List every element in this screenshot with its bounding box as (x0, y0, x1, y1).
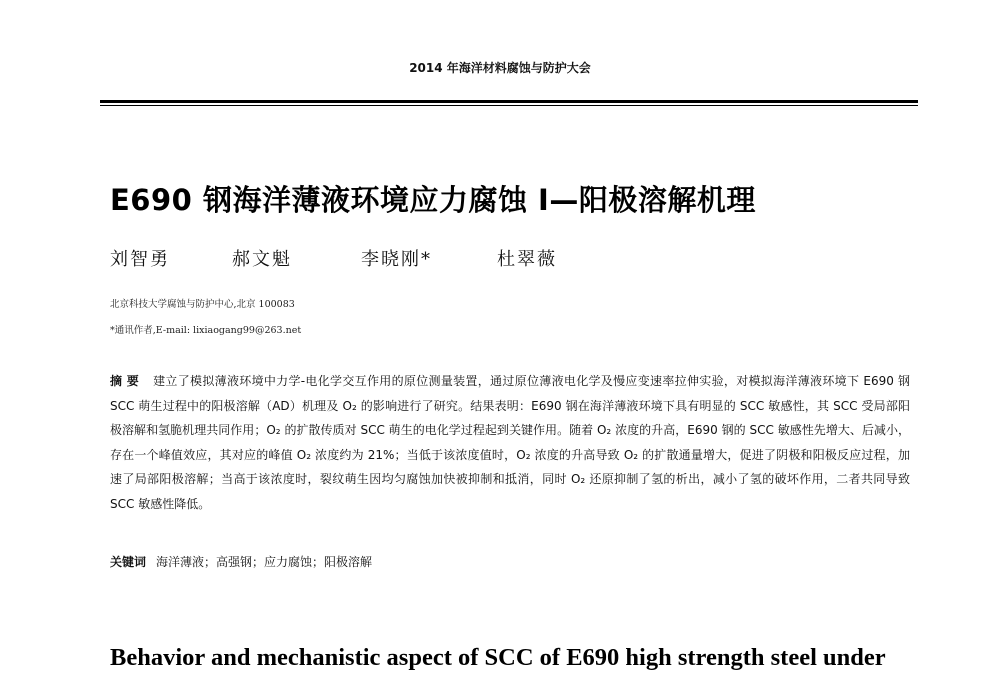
keywords-text: 海洋薄液；高强钢；应力腐蚀；阳极溶解 (156, 555, 373, 569)
affiliation: 北京科技大学腐蚀与防护中心,北京 100083 (110, 299, 295, 310)
abstract (110, 369, 910, 516)
header-rule-thin (100, 105, 918, 106)
english-title: Behavior and mechanistic aspect of SCC of E690 high strength steel under (110, 644, 886, 671)
author-1: 刘智勇 (110, 249, 170, 270)
keywords-label: 关键词 (110, 555, 147, 569)
author-2: 郝文魁 (232, 249, 292, 270)
conference-header: 2014 年海洋材料腐蚀与防护大会 (409, 61, 591, 75)
header-rule-thick (100, 100, 918, 103)
keywords (110, 553, 372, 570)
abstract-label: 摘 要 (110, 374, 140, 388)
author-list (0, 245, 1000, 275)
correspondence: *通讯作者,E-mail: lixiaogang99@263.net (110, 325, 302, 336)
author-4: 杜翠薇 (497, 249, 557, 270)
abstract-text: 建立了模拟薄液环境中力学-电化学交互作用的原位测量装置，通过原位薄液电化学及慢应变速率拉伸实验，对模拟海洋薄液环境下 E690 钢 SCC 萌生过程中的阳极溶解（AD）机理及 O₂ 的影响进行了研究。结果表明：E690 钢在海洋薄液环境下具有明显的 SCC 敏感性，其 SCC 受局部阳极溶解和氢脆机理共同作用；O₂ 的扩散传质对 SCC 萌生的电化学过程起到关键作用。随着 O₂ 浓度的升高，E690 钢的 SCC 敏感性先增大、后减小，存在一个峰值效应，其对应的峰值 O₂ 浓度约为 21%；当低于该浓度值时，O₂ 浓度的升高导致 O₂ 的扩散通量增大，促进了阴极和阳极反应过程，加速了局部阳极溶解；当高于该浓度时，裂纹萌生因均匀腐蚀加快被抑制和抵消，同时 O₂ 还原抑制了氢的析出，减小了氢的破坏作用，二者共同导致 SCC 敏感性降低。 (110, 374, 910, 511)
paper-title: E690 钢海洋薄液环境应力腐蚀 I—阳极溶解机理 (110, 183, 756, 217)
author-3: 李晓刚* (361, 249, 432, 270)
